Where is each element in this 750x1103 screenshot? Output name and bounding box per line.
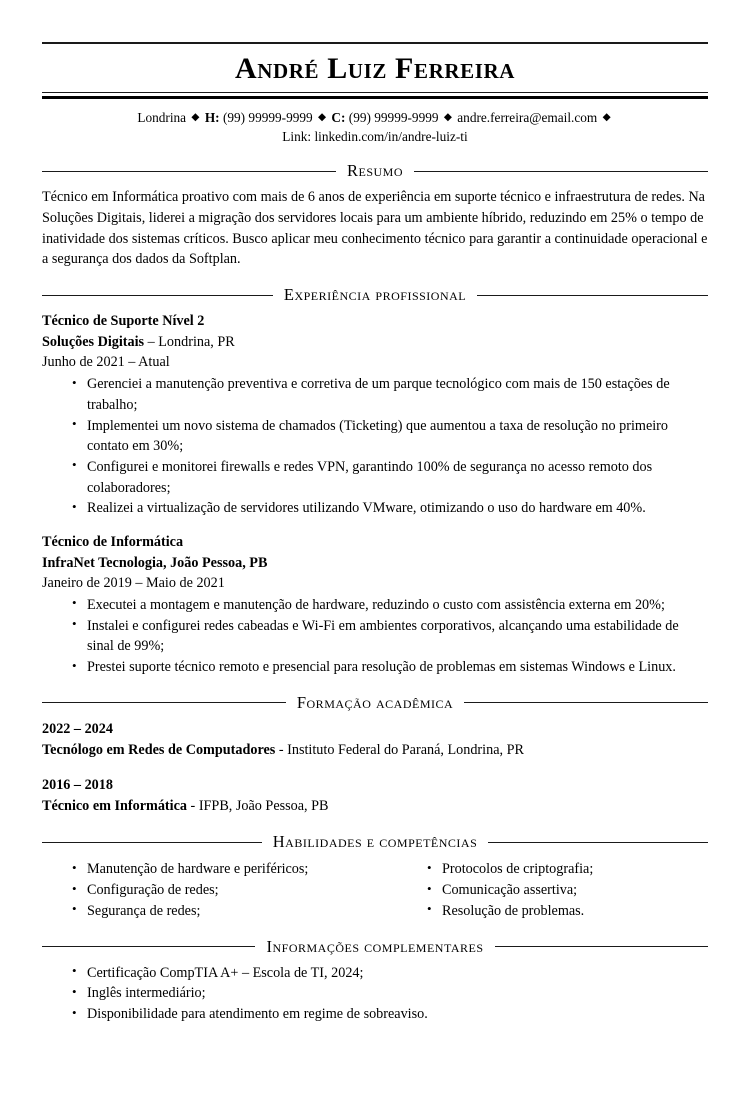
additional-list (42, 963, 708, 1025)
education-years: 2016 – 2018 (42, 776, 113, 793)
rule-right (464, 702, 708, 703)
diamond-separator-icon: ◆ (602, 112, 611, 123)
rule-right (414, 171, 708, 172)
list-item: • Segurança de redes; (72, 901, 375, 922)
home-phone-value: (99) 99999-9999 (222, 109, 313, 125)
list-item: • Prestei suporte técnico remoto e presencial para resolução de problemas em sistemas Windows e Linux. (72, 657, 708, 678)
cell-phone-value: (99) 99999-9999 (348, 109, 439, 125)
job-organization (42, 332, 708, 353)
resume-page (0, 42, 750, 1103)
summary-text: Técnico em Informática proativo com mais de 6 anos de experiência em suporte técnico e infraestrutura de redes. Na Soluções Digitais, liderei a migração dos servidores locais para um ambiente híbrido, reduzindo em 25% o tempo de inatividade dos sistemas críticos. Busco aplicar meu conhecimento técnico para garantir a continuidade operacional e a segurança dos dados da Softplan. (42, 189, 708, 268)
home-phone-label: H: (204, 109, 220, 125)
job-dates: Junho de 2021 – Atual (42, 354, 170, 371)
education-years: 2022 – 2024 (42, 721, 113, 738)
diamond-separator-icon: ◆ (443, 112, 452, 123)
list-item: • Certificação CompTIA A+ – Escola de TI, 2024; (72, 963, 708, 984)
link-label: Link: (282, 128, 312, 144)
candidate-name: André Luiz Ferreira (234, 52, 516, 85)
link-line (42, 127, 708, 146)
list-item: • Comunicação assertiva; (427, 880, 708, 901)
rule-right (495, 946, 708, 947)
job-company: InfraNet Tecnologia, João Pessoa, PB (42, 554, 268, 571)
section-heading-summary (42, 162, 708, 180)
section-title: Resumo (347, 161, 404, 181)
education-degree: Técnico em Informática (42, 797, 187, 814)
list-item: • Resolução de problemas. (427, 901, 708, 922)
job-company: Soluções Digitais (42, 333, 145, 350)
diamond-separator-icon: ◆ (318, 112, 327, 123)
job-organization (42, 553, 708, 574)
education-entry (42, 719, 708, 762)
section-heading-skills (42, 833, 708, 851)
list-item: • Protocolos de criptografia; (427, 859, 708, 880)
email-value[interactable]: andre.ferreira@email.com (457, 109, 598, 125)
experience-entry (42, 532, 708, 678)
section-heading-education (42, 694, 708, 712)
list-item: • Realizei a virtualização de servidores utilizando VMware, otimizando o uso do hardware em 40%. (72, 498, 708, 519)
list-item: • Manutenção de hardware e periféricos; (72, 859, 375, 880)
list-item: • Configuração de redes; (72, 880, 375, 901)
job-location: – Londrina, PR (144, 333, 235, 350)
list-item: • Instalei e configurei redes cabeadas e Wi-Fi em ambientes corporativos, alcançando uma estabilidade de sinal de 99%; (72, 616, 708, 657)
rule-left (42, 295, 273, 296)
job-dates: Janeiro de 2019 – Maio de 2021 (42, 575, 225, 592)
list-item: • Executei a montagem e manutenção de hardware, reduzindo o custo com assistência externa em 20%; (72, 595, 708, 616)
education-institution: - Instituto Federal do Paraná, Londrina, PR (275, 742, 524, 759)
section-title: Informações complementares (266, 936, 484, 956)
link-value[interactable]: linkedin.com/in/andre-luiz-ti (314, 128, 468, 144)
skills-list-left (42, 859, 375, 921)
list-item: • Gerenciei a manutenção preventiva e corretiva de um parque tecnológico com mais de 150 estações de trabalho; (72, 374, 708, 415)
contact-city: Londrina (137, 109, 187, 125)
section-title: Experiência profissional (283, 285, 467, 305)
list-item: • Configurei e monitorei firewalls e redes VPN, garantindo 100% de segurança no acesso remoto dos colaboradores; (72, 457, 708, 498)
rule-left (42, 842, 262, 843)
job-title: Técnico de Suporte Nível 2 (42, 313, 205, 330)
section-heading-additional (42, 938, 708, 956)
job-title: Técnico de Informática (42, 534, 184, 551)
rule-left (42, 702, 286, 703)
education-detail (42, 796, 708, 817)
skills-columns (42, 858, 708, 921)
education-institution: - IFPB, João Pessoa, PB (187, 797, 329, 814)
contact-line (42, 99, 708, 127)
rule-left (42, 946, 255, 947)
list-item: • Disponibilidade para atendimento em regime de sobreaviso. (72, 1004, 708, 1025)
skills-column-right (375, 858, 708, 921)
education-detail (42, 740, 708, 761)
job-bullet-list (42, 374, 708, 519)
diamond-separator-icon: ◆ (191, 112, 200, 123)
section-title: Formação acadêmica (296, 692, 454, 712)
skills-column-left (42, 858, 375, 921)
experience-entry (42, 311, 708, 519)
skills-list-right (397, 859, 708, 921)
cell-phone-label: C: (331, 109, 346, 125)
list-item: • Inglês intermediário; (72, 983, 708, 1004)
rule-right (488, 842, 708, 843)
education-degree: Tecnólogo em Redes de Computadores (42, 742, 276, 759)
job-bullet-list (42, 595, 708, 678)
education-entry (42, 775, 708, 818)
header (42, 42, 708, 146)
section-heading-experience (42, 286, 708, 304)
rule-right (477, 295, 708, 296)
list-item: • Implementei um novo sistema de chamados (Ticketing) que aumentou a taxa de resolução no primeiro contato em 30%; (72, 416, 708, 457)
rule-left (42, 171, 336, 172)
section-title: Habilidades e competências (272, 832, 478, 852)
